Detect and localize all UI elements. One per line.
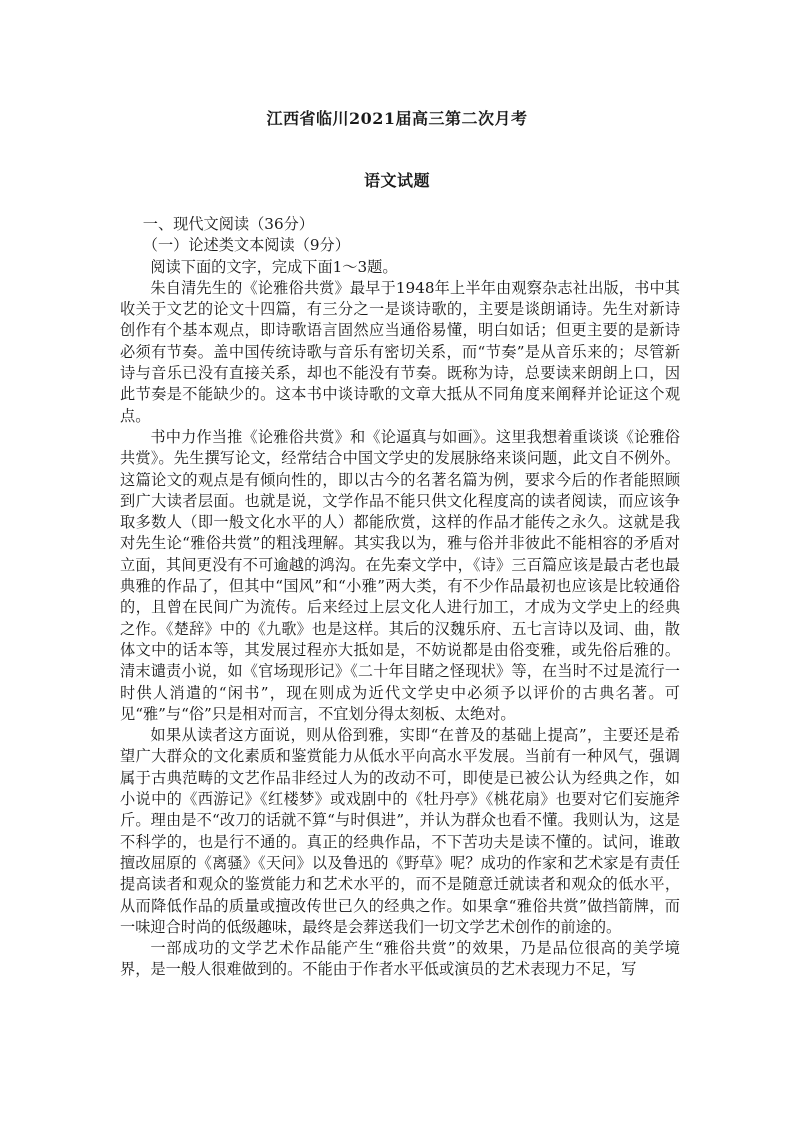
paragraph-2: 书中力作当推《论雅俗共赏》和《论逼真与如画》。这里我想着重谈谈《论雅俗共赏》。先生撰写论文，经常结合中国文学史的发展脉络来谈问题，此文自不例外。这篇论文的观点是有倾向性的，即以古今的名著名篇为例，要求今后的作者能照顾到广大读者层面。也就是说，文学作品不能只供文化程度高的读者阅读，而应该争取多数人（即一般文化水平的人）都能欣赏，这样的作品才能传之永久。这就是我对先生论“雅俗共赏”的粗浅理解。其实我以为，雅与俗并非彼此不能相容的矛盾对立面，其间更没有不可逾越的鸿沟。在先秦文学中，《诗》三百篇应该是最古老也最典雅的作品了，但其中“国风”和“小雅”两大类，有不少作品最初也应该是比较通俗的，且曾在民间广为流传。后来经过上层文化人进行加工，才成为文学史上的经典之作。《楚辞》中的《九歌》也是这样。其后的汉魏乐府、五七言诗以及词、曲，散体文中的话本等，其发展过程亦大抵如是，不妨说都是由俗变雅，或先俗后雅的。清末谴责小说，如《官场现形记》《二十年目睹之怪现状》等，在当时不过是流行一时供人消遣的“闲书”，现在则成为近代文学史中必须予以评价的古典名著。可见“雅”与“俗”只是相对而言，不宜划分得太刻板、太绝对。 (120, 427, 680, 723)
section-heading: 一、现代文阅读（36分） (142, 215, 314, 233)
document-subtitle: 语文试题 (363, 171, 430, 190)
paragraph-4: 一部成功的文学艺术作品能产生“雅俗共赏”的效果，乃是品位很高的美学境界，是一般人很难做到的。不能由于作者水平低或演员的艺术表现力不足，写 (120, 939, 680, 979)
document-title: 江西省临川2021届高三第二次月考 (266, 109, 528, 128)
paragraph-3: 如果从读者这方面说，则从俗到雅，实即“在普及的基础上提高”，主要还是希望广大群众的文化素质和鉴赏能力从低水平向高水平发展。当前有一种风气，强调属于古典范畴的文艺作品非经过人为的改动不可，即使是已被公认为经典之作，如小说中的《西游记》《红楼梦》或戏剧中的《牡丹亭》《桃花扇》也要对它们妄施斧斤。理由是不“改刀的话就不算“与时俱进”，并认为群众也看不懂。我则认为，这是不科学的，也是行不通的。真正的经典作品，不下苦功夫是读不懂的。试问，谁敢擅改屈原的《离骚》《天问》以及鲁迅的《野草》呢？成功的作家和艺术家是有责任提高读者和观众的鉴赏能力和艺术水平的，而不是随意迁就读者和观众的低水平，从而降低作品的质量或擅改传世已久的经典之作。如果拿“雅俗共赏”做挡箭牌，而一味迎合时尚的低级趣味，最终是会葬送我们一切文学艺术创作的前途的。 (120, 726, 680, 936)
reading-instruction: 阅读下面的文字，完成下面1～3题。 (150, 257, 398, 276)
section-subheading: （一）论述类文本阅读（9分） (142, 236, 350, 255)
paragraph-1: 朱自清先生的《论雅俗共赏》最早于1948年上半年由观察杂志社出版，书中其收关于文艺的论文十四篇，有三分之一是谈诗歌的，主要是谈朗诵诗。先生对新诗创作有个基本观点，即诗歌语言固然应当通俗易懂，明白如话；但更主要的是新诗必须有节奏。盖中国传统诗歌与音乐有密切关系，而“节奏”是从音乐来的；尽管新诗与音乐已没有直接关系，却也不能没有节奏。既称为诗，总要读来朗朗上口，因此节奏是不能缺少的。这本书中谈诗歌的文章大抵从不同角度来阐释并论证这个观点。 (120, 278, 680, 425)
document-body (120, 214, 680, 981)
